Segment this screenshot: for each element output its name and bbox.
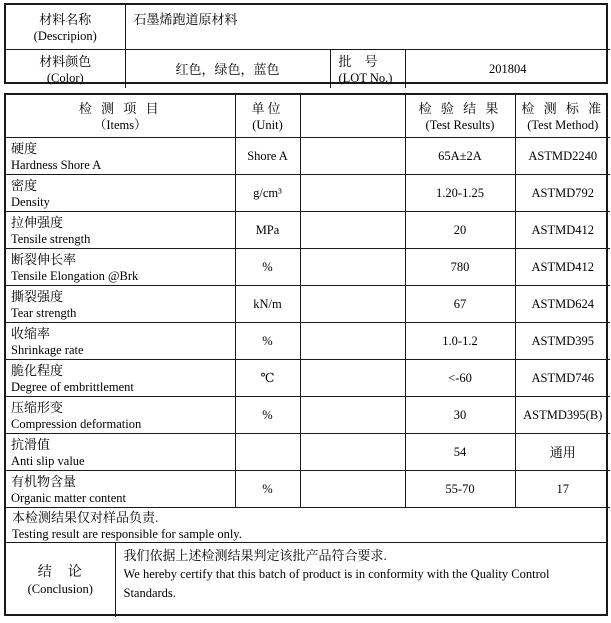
blank-cell: [300, 434, 405, 471]
test-row-compression: [6, 397, 610, 434]
conclusion-label-zh: 结 论: [37, 564, 83, 580]
material-name-label: [6, 5, 125, 50]
unit-cell: [235, 434, 300, 471]
conclusion-text-en: We hereby certify that this batch of product is in conformity with the Quality Control Standards.: [123, 567, 550, 600]
test-row-density: [6, 175, 610, 212]
item-name-en: Tensile Elongation @Brk: [11, 268, 139, 283]
test-row-shrinkage: [6, 323, 610, 360]
method-cell: ASTMD395(B): [515, 397, 610, 434]
method-cell: ASTMD624: [515, 286, 610, 323]
lot-number-label-en: (LOT No.): [338, 70, 393, 85]
header-results: [405, 95, 515, 138]
conclusion-text-zh: 我们依据上述检测结果判定该批产品符合要求.: [123, 548, 387, 563]
item-name-en: Organic matter content: [11, 490, 127, 505]
result-cell: 54: [405, 434, 515, 471]
item-name-zh: 密度: [11, 177, 38, 193]
header-method-en: (Test Method): [527, 117, 599, 132]
test-row-organic-content: [6, 471, 610, 508]
item-name-en: Tear strength: [11, 305, 77, 320]
method-cell: ASTMD412: [515, 212, 610, 249]
item-cell: [6, 286, 235, 323]
blank-cell: [300, 360, 405, 397]
result-cell: 30: [405, 397, 515, 434]
item-cell: [6, 249, 235, 286]
material-name-value: 石墨烯跑道原材料: [125, 5, 610, 50]
item-cell: [6, 397, 235, 434]
test-row-hardness: [6, 138, 610, 175]
item-name-zh: 硬度: [11, 140, 38, 156]
conclusion-text: [115, 543, 606, 618]
material-color-value: 红色，绿色，蓝色: [125, 50, 330, 89]
method-cell: ASTMD2240: [515, 138, 610, 175]
material-color-label: [6, 50, 125, 89]
blank-cell: [300, 249, 405, 286]
blank-cell: [300, 471, 405, 508]
result-cell: 1.0-1.2: [405, 323, 515, 360]
test-results-table: [4, 93, 608, 616]
item-name-zh: 撕裂强度: [11, 288, 64, 304]
material-name-row: [6, 5, 610, 50]
item-cell: [6, 212, 235, 249]
test-row-tensile-strength: [6, 212, 610, 249]
test-row-anti-slip: [6, 434, 610, 471]
blank-cell: [300, 397, 405, 434]
item-name-en: Density: [11, 194, 50, 209]
unit-cell: %: [235, 323, 300, 360]
disclaimer-cell: [6, 508, 606, 543]
material-color-label-en: (Color): [46, 70, 84, 85]
item-cell: [6, 138, 235, 175]
disclaimer-row: [6, 508, 606, 543]
header-method: [515, 95, 610, 138]
item-name-zh: 抗滑值: [11, 436, 51, 452]
material-name-label-zh: 材料名称: [39, 11, 92, 27]
test-results-grid: [6, 95, 610, 508]
item-name-zh: 拉伸强度: [11, 214, 64, 230]
unit-cell: g/cm³: [235, 175, 300, 212]
item-name-en: Shrinkage rate: [11, 342, 84, 357]
conclusion-label-en: (Conclusion): [27, 581, 93, 596]
result-cell: 780: [405, 249, 515, 286]
method-cell: ASTMD746: [515, 360, 610, 397]
header-unit-en: (Unit): [252, 117, 283, 132]
unit-cell: %: [235, 249, 300, 286]
blank-cell: [300, 323, 405, 360]
result-cell: 1.20-1.25: [405, 175, 515, 212]
header-unit-zh: 单位: [251, 100, 284, 116]
result-cell: 65A±2A: [405, 138, 515, 175]
result-cell: 55-70: [405, 471, 515, 508]
lot-number-label: [330, 50, 405, 89]
material-name-label-en: (Descripion): [33, 28, 97, 43]
conclusion-label: [6, 543, 115, 618]
item-name-zh: 断裂伸长率: [11, 251, 77, 267]
result-cell: 67: [405, 286, 515, 323]
method-cell: ASTMD792: [515, 175, 610, 212]
header-blank: [300, 95, 405, 138]
item-name-en: Tensile strength: [11, 231, 91, 246]
result-cell: 20: [405, 212, 515, 249]
item-cell: [6, 434, 235, 471]
material-color-label-zh: 材料颜色: [39, 53, 92, 69]
header-method-zh: 检 测 标 准: [521, 100, 605, 116]
blank-cell: [300, 212, 405, 249]
blank-cell: [300, 138, 405, 175]
item-name-zh: 有机物含量: [11, 473, 77, 489]
item-cell: [6, 175, 235, 212]
item-name-en: Degree of embrittlement: [11, 379, 134, 394]
disclaimer-en: Testing result are responsible for sample only.: [12, 526, 242, 541]
material-color-row: [6, 50, 610, 89]
item-name-zh: 收缩率: [11, 325, 51, 341]
result-cell: <-60: [405, 360, 515, 397]
item-name-en: Compression deformation: [11, 416, 142, 431]
unit-cell: Shore A: [235, 138, 300, 175]
disclaimer-zh: 本检测结果仅对样品负责.: [12, 509, 159, 525]
header-results-en: (Test Results): [425, 117, 495, 132]
method-cell: 通用: [515, 434, 610, 471]
unit-cell: ℃: [235, 360, 300, 397]
blank-cell: [300, 175, 405, 212]
unit-cell: MPa: [235, 212, 300, 249]
test-table-header-row: [6, 95, 610, 138]
item-name-zh: 压缩形变: [11, 399, 64, 415]
item-cell: [6, 323, 235, 360]
item-name-en: Anti slip value: [11, 453, 85, 468]
header-items-zh: 检 测 项 目: [78, 100, 162, 116]
lot-number-label-zh: 批 号: [338, 53, 378, 69]
header-unit: [235, 95, 300, 138]
item-cell: [6, 360, 235, 397]
unit-cell: %: [235, 471, 300, 508]
material-info-table: [4, 3, 608, 84]
header-items-en: （Items）: [93, 117, 147, 132]
test-row-tear-strength: [6, 286, 610, 323]
method-cell: ASTMD412: [515, 249, 610, 286]
conclusion-row: [6, 543, 606, 618]
unit-cell: %: [235, 397, 300, 434]
lot-number-value: 201804: [489, 62, 527, 76]
item-name-zh: 脆化程度: [11, 362, 64, 378]
item-cell: [6, 471, 235, 508]
unit-cell: kN/m: [235, 286, 300, 323]
method-cell: 17: [515, 471, 610, 508]
header-items: [6, 95, 235, 138]
item-name-en: Hardness Shore A: [11, 157, 102, 172]
method-cell: ASTMD395: [515, 323, 610, 360]
blank-cell: [300, 286, 405, 323]
header-results-zh: 检 验 结 果: [418, 100, 502, 116]
test-row-embrittlement: [6, 360, 610, 397]
report-footer-grid: [6, 508, 606, 617]
test-row-elongation: [6, 249, 610, 286]
